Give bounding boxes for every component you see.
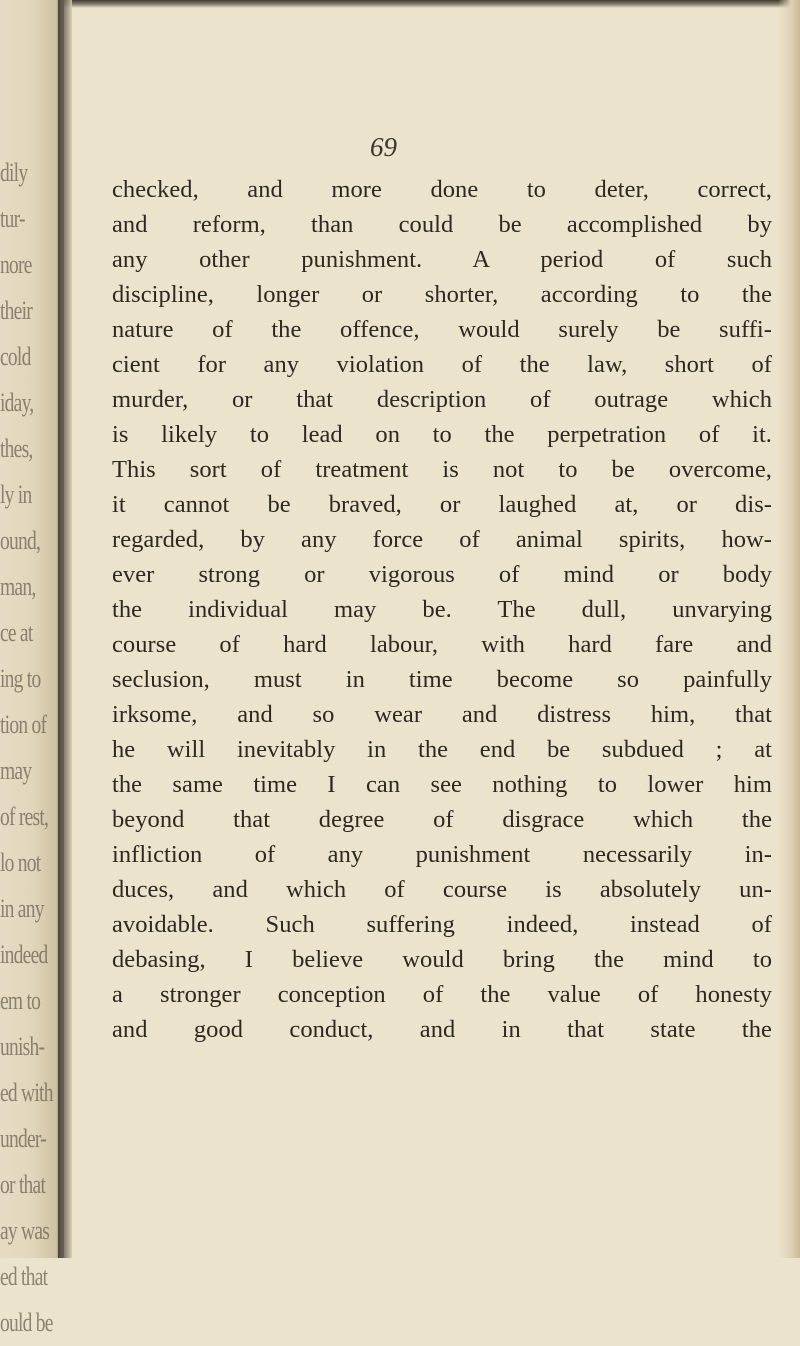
facing-fragment: ay was xyxy=(0,1216,50,1245)
facing-fragment: lo not xyxy=(0,848,41,877)
facing-fragment: ound, xyxy=(0,526,41,555)
facing-fragment: of rest, xyxy=(0,802,49,831)
text-line: the individual may be. The dull, unvarying xyxy=(112,596,772,623)
text-line: the same time I can see nothing to lower him xyxy=(112,771,772,798)
facing-fragment: ed that xyxy=(0,1262,48,1291)
text-line: and reform, than could be accomplished by xyxy=(112,211,772,238)
text-line: cient for any violation of the law, short of xyxy=(112,351,772,378)
text-line: nature of the offence, would surely be suffi- xyxy=(112,316,772,343)
facing-fragment: nore xyxy=(0,250,32,279)
facing-fragment: unish- xyxy=(0,1032,45,1061)
text-line: regarded, by any force of animal spirits, how- xyxy=(112,526,772,553)
text-line: any other punishment. A period of such xyxy=(112,246,772,273)
facing-fragment: tur- xyxy=(0,204,25,233)
facing-fragment: thes, xyxy=(0,434,33,463)
facing-fragment: may xyxy=(0,756,32,785)
facing-fragment: in any xyxy=(0,894,44,923)
scan-top-edge xyxy=(0,0,800,8)
text-line: and good conduct, and in that state the xyxy=(112,1016,772,1043)
text-line: beyond that degree of disgrace which the xyxy=(112,806,772,833)
facing-page-fragments xyxy=(0,150,64,1346)
facing-fragment: ed with xyxy=(0,1078,53,1107)
facing-fragment: ould be xyxy=(0,1308,53,1337)
text-line: he will inevitably in the end be subdued ; at xyxy=(112,736,772,763)
text-line: murder, or that description of outrage which xyxy=(112,386,772,413)
facing-fragment: or that xyxy=(0,1170,46,1199)
text-line: infliction of any punishment necessarily in- xyxy=(112,841,772,868)
text-line: This sort of treatment is not to be overcome, xyxy=(112,456,772,483)
text-line: avoidable. Such suffering indeed, instead of xyxy=(112,911,772,938)
text-line: discipline, longer or shorter, according to the xyxy=(112,281,772,308)
facing-fragment: ce at xyxy=(0,618,33,647)
text-line: it cannot be braved, or laughed at, or dis- xyxy=(112,491,772,518)
facing-fragment: tion of xyxy=(0,710,47,739)
facing-fragment: indeed xyxy=(0,940,48,969)
facing-fragment: man, xyxy=(0,572,36,601)
facing-fragment: under- xyxy=(0,1124,47,1153)
page-right-edge xyxy=(778,0,800,1258)
facing-fragment: dily xyxy=(0,158,28,187)
text-line: irksome, and so wear and distress him, that xyxy=(112,701,772,728)
text-line: checked, and more done to deter, correct, xyxy=(112,176,772,203)
facing-fragment: em to xyxy=(0,986,41,1015)
text-line: a stronger conception of the value of honesty xyxy=(112,981,772,1008)
facing-fragment: ing to xyxy=(0,664,41,693)
page-number: 69 xyxy=(370,132,397,162)
facing-fragment: their xyxy=(0,296,32,325)
text-line: is likely to lead on to the perpetration of it. xyxy=(112,421,772,448)
facing-fragment: ly in xyxy=(0,480,32,509)
facing-fragment: iday, xyxy=(0,388,34,417)
text-line: debasing, I believe would bring the mind to xyxy=(112,946,772,973)
text-line: ever strong or vigorous of mind or body xyxy=(112,561,772,588)
text-line: duces, and which of course is absolutely un- xyxy=(112,876,772,903)
facing-fragment: cold xyxy=(0,342,31,371)
text-line: course of hard labour, with hard fare and xyxy=(112,631,772,658)
body-text xyxy=(112,172,772,1047)
text-line: seclusion, must in time become so painfully xyxy=(112,666,772,693)
